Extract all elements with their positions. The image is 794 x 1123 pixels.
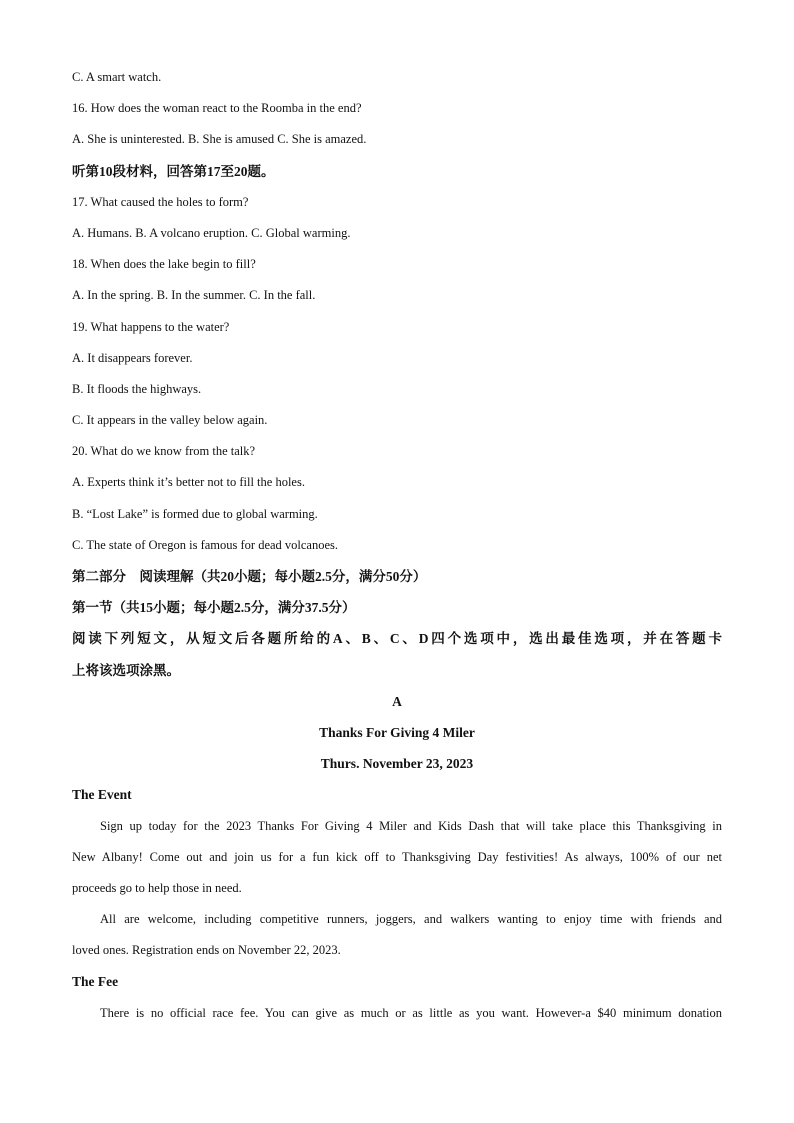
option-20c: C. The state of Oregon is famous for dead volcanoes. (72, 537, 339, 552)
passage-title: Thanks For Giving 4 Miler (319, 724, 475, 740)
option-19c: C. It appears in the valley below again. (72, 413, 268, 428)
question-20: 20. What do we know from the talk? (72, 444, 256, 459)
part-two-heading: 第二部分 阅读理解（共20小题；每小题2.5分，满分50分） (72, 569, 427, 584)
reading-instruction-line1: 阅读下列短文，从短文后各题所给的A、B、C、D四个选项中，选出最佳选项，并在答题卡 (72, 631, 722, 647)
event-heading: The Event (72, 787, 132, 803)
option-15c: C. A smart watch. (72, 70, 162, 84)
option-20b: B. “Lost Lake” is formed due to global warming. (72, 506, 318, 521)
event-paragraph-line1: Sign up today for the 2023 Thanks For Giving 4 Miler and Kids Dash that will take place this Thanksgiving in (100, 818, 722, 833)
options-18: A. In the spring. B. In the summer. C. In the fall. (72, 288, 316, 303)
passage-label: A (392, 693, 402, 709)
options-16: A. She is uninterested. B. She is amused C. She is amazed. (72, 132, 367, 147)
option-19a: A. It disappears forever. (72, 350, 193, 365)
option-20a: A. Experts think it’s better not to fill the holes. (72, 475, 305, 490)
section-instruction-10: 听第10段材料，回答第17至20题。 (72, 163, 275, 179)
document-page (72, 62, 722, 1029)
options-17: A. Humans. B. A volcano eruption. C. Global warming. (72, 225, 351, 240)
event-paragraph-line2: New Albany! Come out and join us for a fun kick off to Thanksgiving Day festivities! As always, 100% of our net (72, 849, 722, 864)
passage-date: Thurs. November 23, 2023 (320, 756, 474, 772)
question-16: 16. How does the woman react to the Roomba in the end? (72, 101, 362, 116)
reading-instruction-line2: 上将该选项涂黑。 (72, 662, 180, 678)
option-19b: B. It floods the highways. (72, 381, 202, 396)
question-17: 17. What caused the holes to form? (72, 194, 249, 209)
section-one-heading: 第一节（共15小题；每小题2.5分，满分37.5分） (72, 600, 356, 616)
welcome-paragraph-line1: All are welcome, including competitive runners, joggers, and walkers wanting to enjoy time with friends and (100, 912, 722, 927)
fee-heading: The Fee (72, 974, 119, 990)
fee-paragraph-line1: There is no official race fee. You can give as much or as little as you want. However-a $40 minimum donation (100, 1005, 722, 1020)
welcome-paragraph-line2: loved ones. Registration ends on November 22, 2023. (72, 943, 341, 958)
question-19: 19. What happens to the water? (72, 319, 230, 334)
question-18: 18. When does the lake begin to fill? (72, 257, 256, 272)
event-paragraph-line3: proceeds go to help those in need. (72, 880, 242, 895)
